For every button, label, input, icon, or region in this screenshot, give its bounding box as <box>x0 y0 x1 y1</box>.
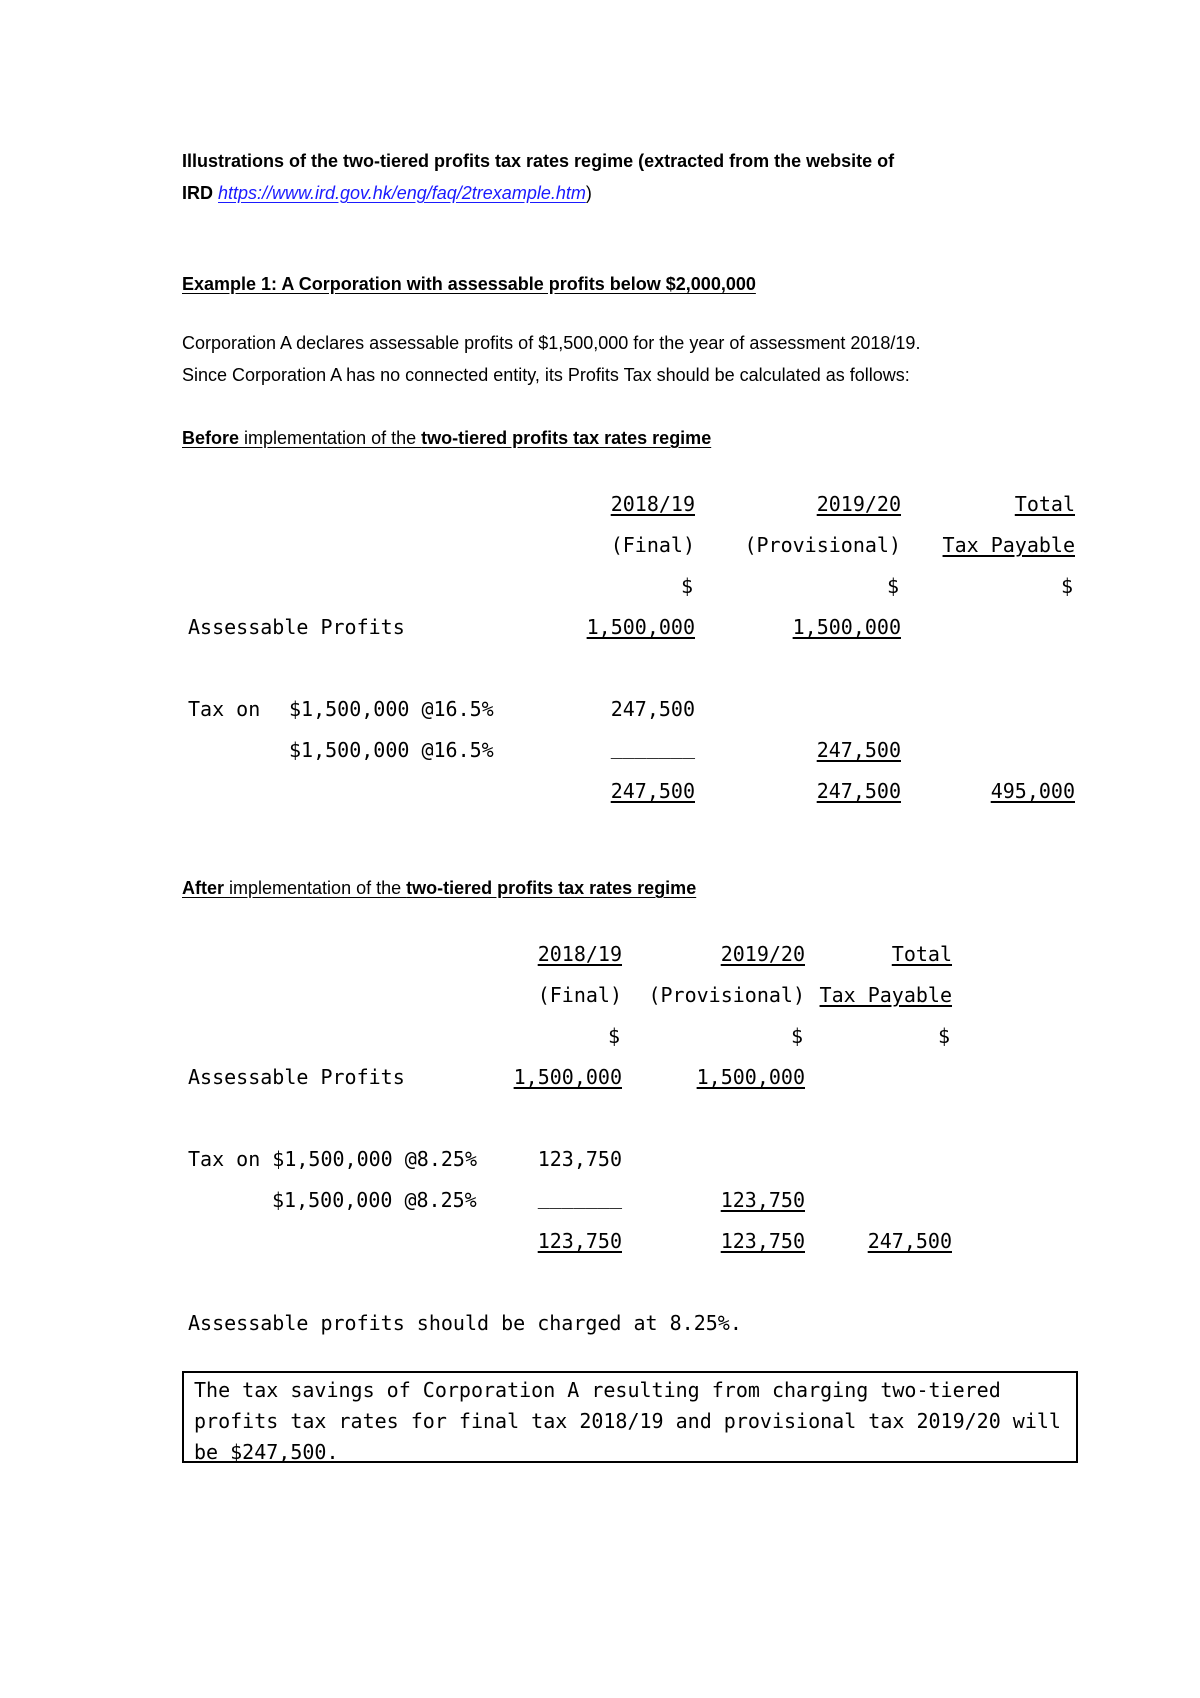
before-col2-year: 2019/20 <box>816 492 901 516</box>
after-tax-2: 123,750 <box>720 1188 805 1212</box>
after-tax-line2: $1,500,000 @8.25% <box>272 1188 477 1212</box>
after-tax-1: 123,750 <box>537 1147 622 1171</box>
before-regime: two-tiered profits tax rates regime <box>421 428 712 448</box>
after-col2-kind: (Provisional) <box>648 983 805 1007</box>
document-title-line2 <box>182 183 592 204</box>
before-profits-label: Assessable Profits <box>188 615 405 639</box>
before-sub-2: 247,500 <box>816 779 901 803</box>
after-profits-1: 1,500,000 <box>513 1065 622 1089</box>
after-sub-1: 123,750 <box>537 1229 622 1253</box>
after-heading <box>182 878 696 899</box>
ird-link[interactable]: https://www.ird.gov.hk/eng/faq/2trexample.htm <box>218 183 586 203</box>
before-col3-total: Total <box>1014 492 1075 516</box>
before-tax-1: 247,500 <box>610 697 695 721</box>
title-suffix: ) <box>585 183 592 203</box>
after-profits-2: 1,500,000 <box>696 1065 805 1089</box>
document-title: Illustrations of the two-tiered profits tax rates regime (extracted from the website of <box>182 151 895 171</box>
after-sub-2: 123,750 <box>720 1229 805 1253</box>
before-col2-currency: $ <box>886 574 899 598</box>
after-total: 247,500 <box>867 1229 952 1253</box>
example-heading: Example 1: A Corporation with assessable profits below $2,000,000 <box>182 274 756 294</box>
title-prefix: IRD <box>182 183 218 203</box>
tax-savings-note-box <box>182 1371 1078 1463</box>
after-profits-label: Assessable Profits <box>188 1065 405 1089</box>
after-col3-taxpayable: Tax Payable <box>819 983 952 1007</box>
before-blank: _______ <box>610 735 695 759</box>
after-col1-currency: $ <box>607 1024 620 1048</box>
before-tax-2: 247,500 <box>816 738 901 762</box>
before-word: Before <box>182 428 240 448</box>
after-col1-kind: (Final) <box>537 983 622 1007</box>
before-total: 495,000 <box>990 779 1075 803</box>
after-col2-currency: $ <box>790 1024 803 1048</box>
after-blank: _______ <box>537 1185 622 1209</box>
after-regime: two-tiered profits tax rates regime <box>406 878 697 898</box>
example-para-line2: Since Corporation A has no connected entity, its Profits Tax should be calculated as follows: <box>182 365 910 385</box>
before-tax-line1: $1,500,000 @16.5% <box>289 697 494 721</box>
before-col2-kind: (Provisional) <box>744 533 901 557</box>
tax-savings-note-text: The tax savings of Corporation A resulting from charging two-tiered profits tax rates for final tax 2018/19 and provisional tax 2019/20 will be $247,500. <box>194 1378 1061 1464</box>
before-tax-on: Tax on <box>188 697 261 721</box>
after-col3-total: Total <box>891 942 952 966</box>
before-tax-line2: $1,500,000 @16.5% <box>289 738 494 762</box>
conclusion-text: Assessable profits should be charged at 8.25%. <box>188 1311 742 1335</box>
before-col1-year: 2018/19 <box>610 492 695 516</box>
before-col1-kind: (Final) <box>610 533 695 557</box>
before-profits-2: 1,500,000 <box>792 615 901 639</box>
before-col3-taxpayable: Tax Payable <box>942 533 1075 557</box>
after-mid: implementation of the <box>224 878 407 898</box>
after-tax-line1: Tax on $1,500,000 @8.25% <box>188 1147 477 1171</box>
before-heading <box>182 428 711 449</box>
before-col1-currency: $ <box>680 574 693 598</box>
before-mid: implementation of the <box>239 428 422 448</box>
after-col1-year: 2018/19 <box>537 942 622 966</box>
before-col3-currency: $ <box>1060 574 1073 598</box>
after-col2-year: 2019/20 <box>720 942 805 966</box>
before-sub-1: 247,500 <box>610 779 695 803</box>
before-profits-1: 1,500,000 <box>586 615 695 639</box>
example-para-line1: Corporation A declares assessable profits of $1,500,000 for the year of assessment 2018/19. <box>182 333 921 353</box>
after-word: After <box>182 878 225 898</box>
after-col3-currency: $ <box>937 1024 950 1048</box>
